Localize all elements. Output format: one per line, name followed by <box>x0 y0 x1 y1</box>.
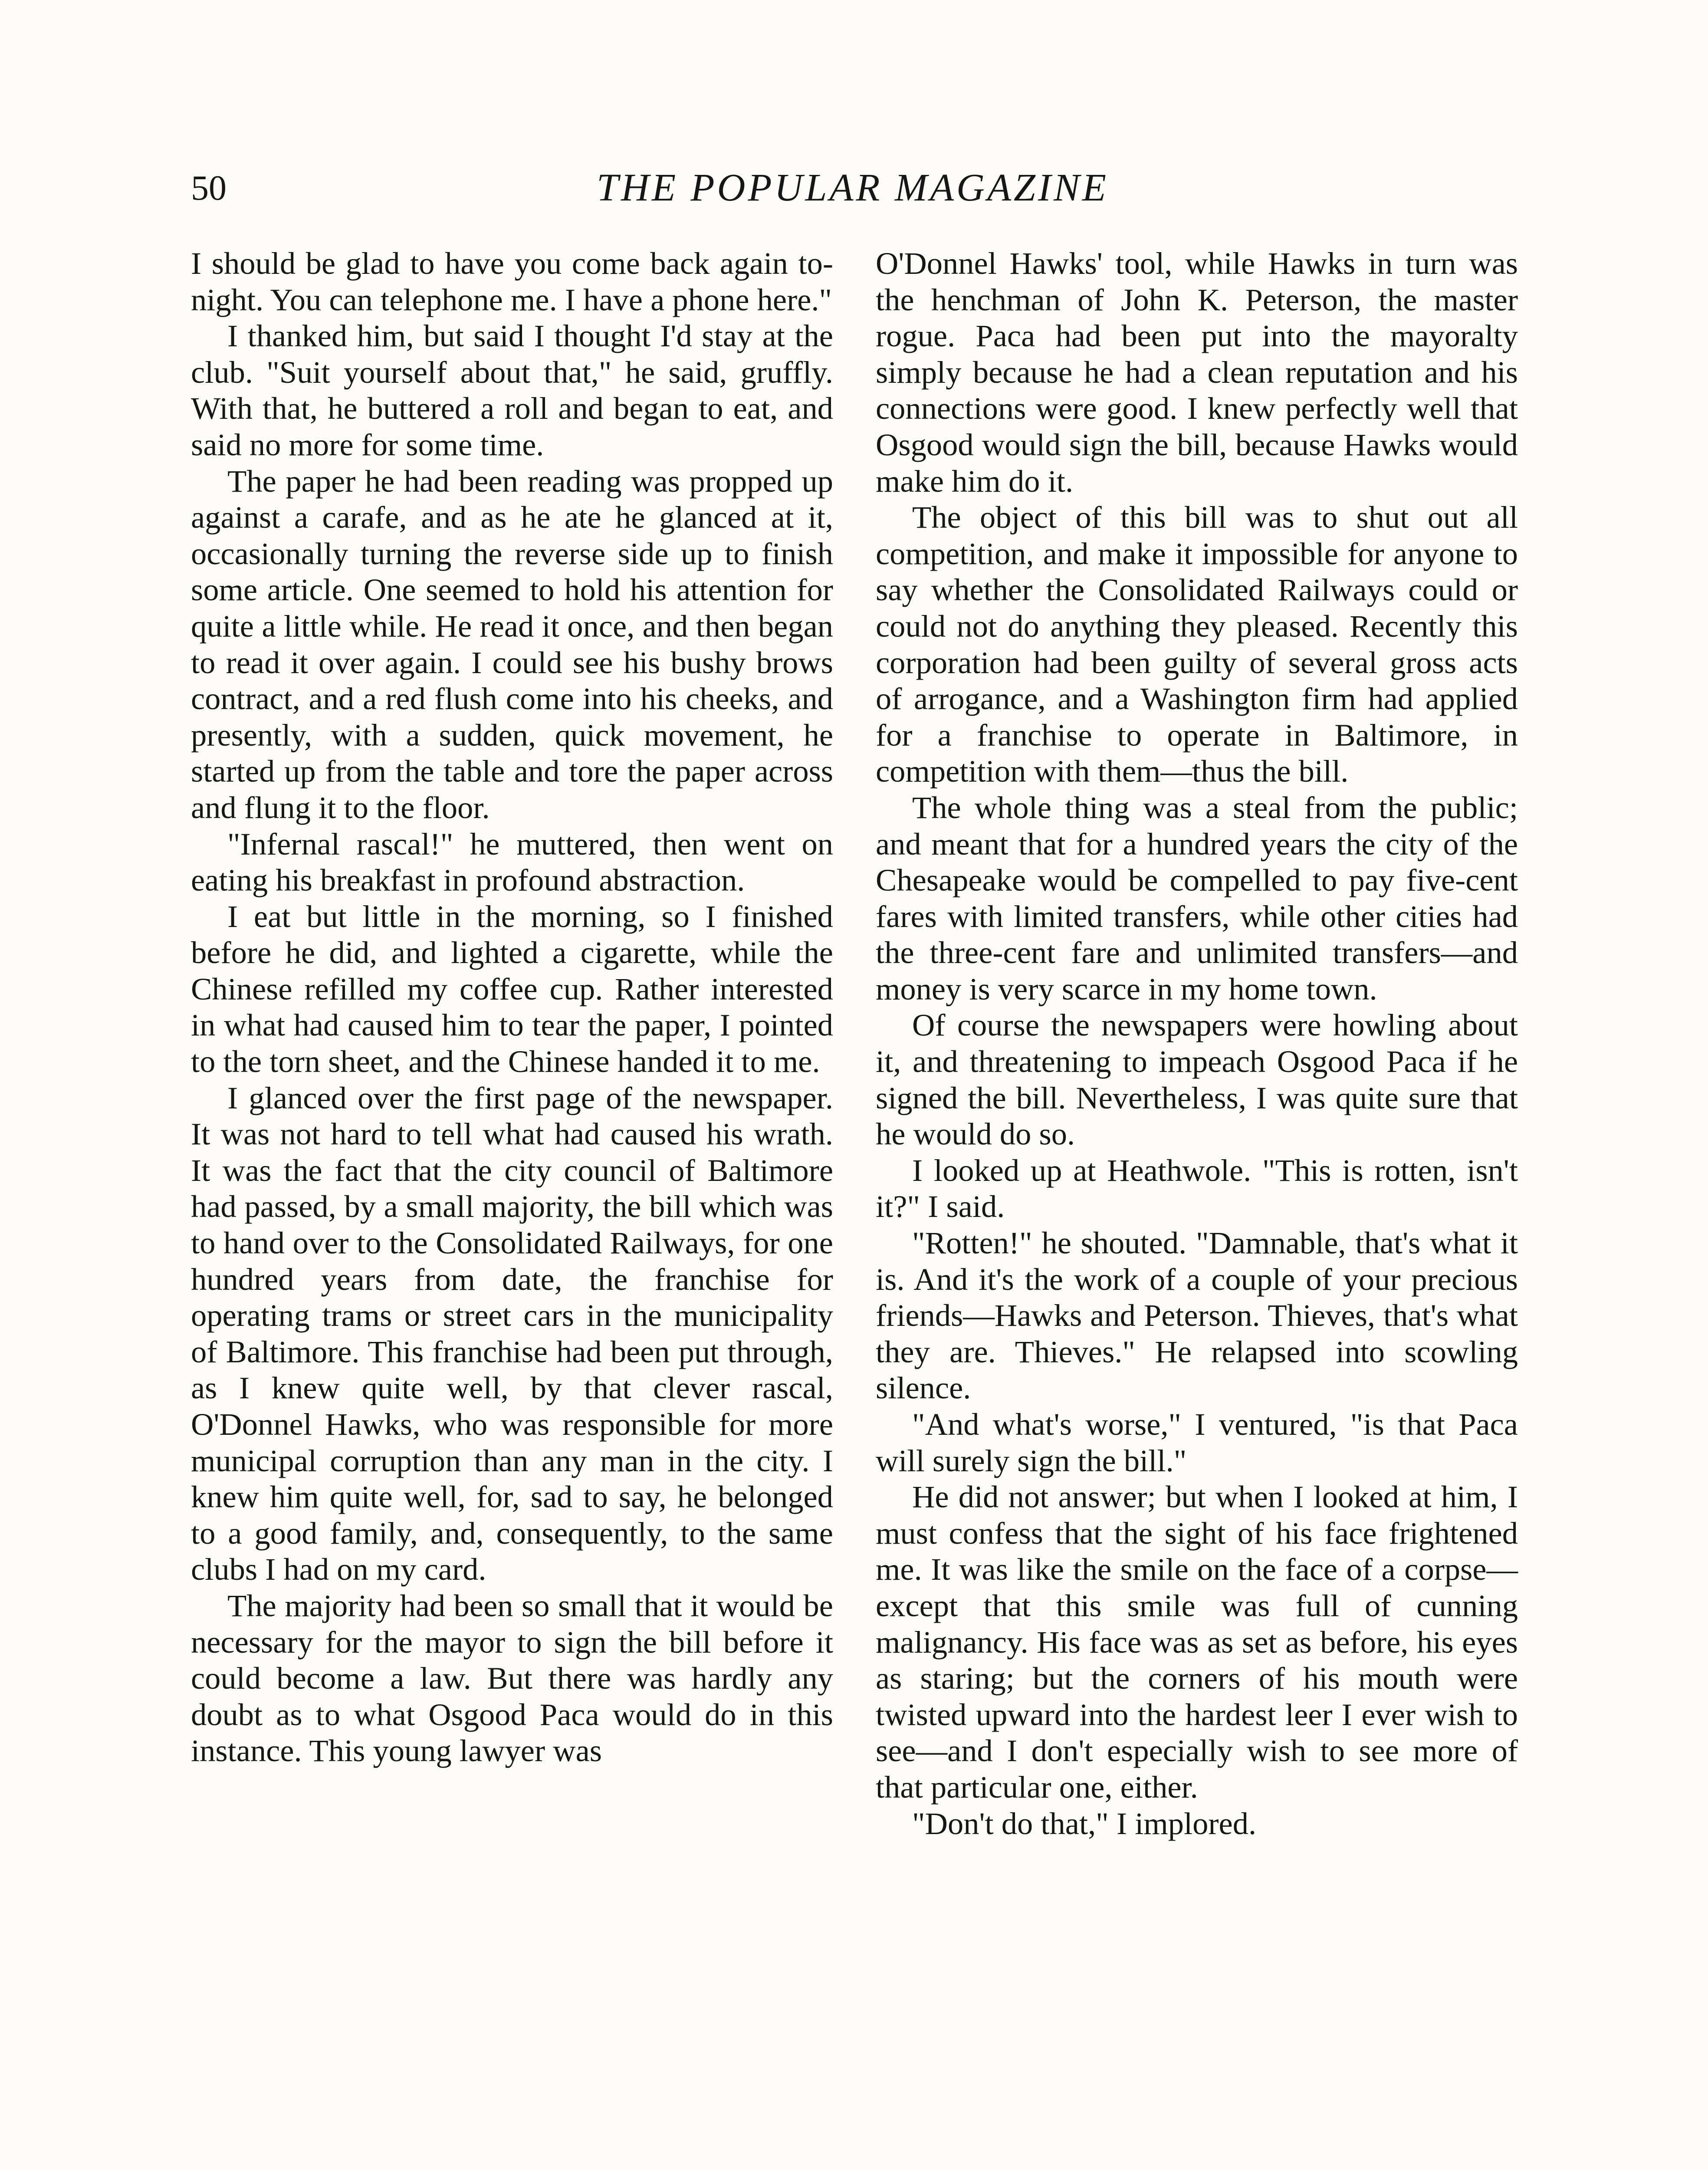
running-head: THE POPULAR MAGAZINE <box>597 166 1109 209</box>
paragraph: The object of this bill was to shut out all competition, and make it impossible for anyone to say whether the Consolidated Railways could or could not do anything they pleased. Recently this corporation had been guilty of several gross acts of arrogance, and a Washington firm had applied for a franchise to operate in Baltimore, in competition with them—thus the bill. <box>876 500 1518 789</box>
page-header <box>191 164 1514 212</box>
paragraph: I thanked him, but said I thought I'd stay at the club. "Suit yourself about that," he said, gruffly. With that, he buttered a roll and began to eat, and said no more for some time. <box>191 318 833 462</box>
right-column <box>876 245 1518 1841</box>
paragraph: I looked up at Heathwole. "This is rotten, isn't it?" I said. <box>876 1152 1518 1224</box>
left-column <box>191 245 833 1769</box>
paragraph: Of course the newspapers were howling about it, and threatening to impeach Osgood Paca if he signed the bill. Nevertheless, I was quite sure that he would do so. <box>876 1007 1518 1152</box>
paragraph: I should be glad to have you come back again to-night. You can telephone me. I have a phone here." <box>191 246 833 317</box>
paragraph: "And what's worse," I ventured, "is that Paca will surely sign the bill." <box>876 1407 1518 1478</box>
paragraph: The majority had been so small that it would be necessary for the mayor to sign the bill before it could become a law. But there was hardly any doubt as to what Osgood Paca would do in this instance. This young lawyer was <box>191 1588 833 1769</box>
paragraph: The whole thing was a steal from the public; and meant that for a hundred years the city of the Chesapeake would be compelled to pay five-cent fares with limited transfers, while other cities had the three-cent fare and unlimited transfers—and money is very scarce in my home town. <box>876 789 1518 1006</box>
page-number: 50 <box>191 168 227 207</box>
paragraph: I glanced over the first page of the newspaper. It was not hard to tell what had caused his wrath. It was the fact that the city council of Baltimore had passed, by a small majority, the bill which was to hand over to the Consolidated Railways, for one hundred years from date, the franchise for operating trams or street cars in the municipality of Baltimore. This franchise had been put through, as I knew quite well, by that clever rascal, O'Donnel Hawks, who was responsible for more municipal corruption than any man in the city. I knew him quite well, for, sad to say, he belonged to a good family, and, consequently, to the same clubs I had on my card. <box>191 1080 833 1587</box>
paragraph: "Rotten!" he shouted. "Damnable, that's what it is. And it's the work of a couple of your precious friends—Hawks and Peterson. Thieves, that's what they are. Thieves." He relapsed into scowling silence. <box>876 1225 1518 1406</box>
paragraph: "Infernal rascal!" he muttered, then went on eating his breakfast in profound abstraction. <box>191 826 833 898</box>
paragraph: O'Donnel Hawks' tool, while Hawks in turn was the henchman of John K. Peterson, the master rogue. Paca had been put into the mayoralty simply because he had a clean reputation and his connections were good. I knew perfectly well that Osgood would sign the bill, because Hawks would make him do it. <box>876 246 1518 499</box>
paragraph: The paper he had been reading was propped up against a carafe, and as he ate he glanced at it, occasionally turning the reverse side up to finish some article. One seemed to hold his attention for quite a little while. He read it once, and then began to read it over again. I could see his bushy brows contract, and a red flush come into his cheeks, and presently, with a sudden, quick movement, he started up from the table and tore the paper across and flung it to the floor. <box>191 463 833 825</box>
paragraph: I eat but little in the morning, so I finished before he did, and lighted a cigarette, while the Chinese refilled my coffee cup. Rather interested in what had caused him to tear the paper, I pointed to the torn sheet, and the Chinese handed it to me. <box>191 898 833 1079</box>
paragraph: "Don't do that," I implored. <box>912 1805 1257 1841</box>
paragraph: He did not answer; but when I looked at him, I must confess that the sight of his face frightened me. It was like the smile on the face of a corpse—except that this smile was full of cunning malignancy. His face was as set as before, his eyes as staring; but the corners of his mouth were twisted upward into the hardest leer I ever wish to see—and I don't especially wish to see more of that particular one, either. <box>876 1479 1518 1805</box>
